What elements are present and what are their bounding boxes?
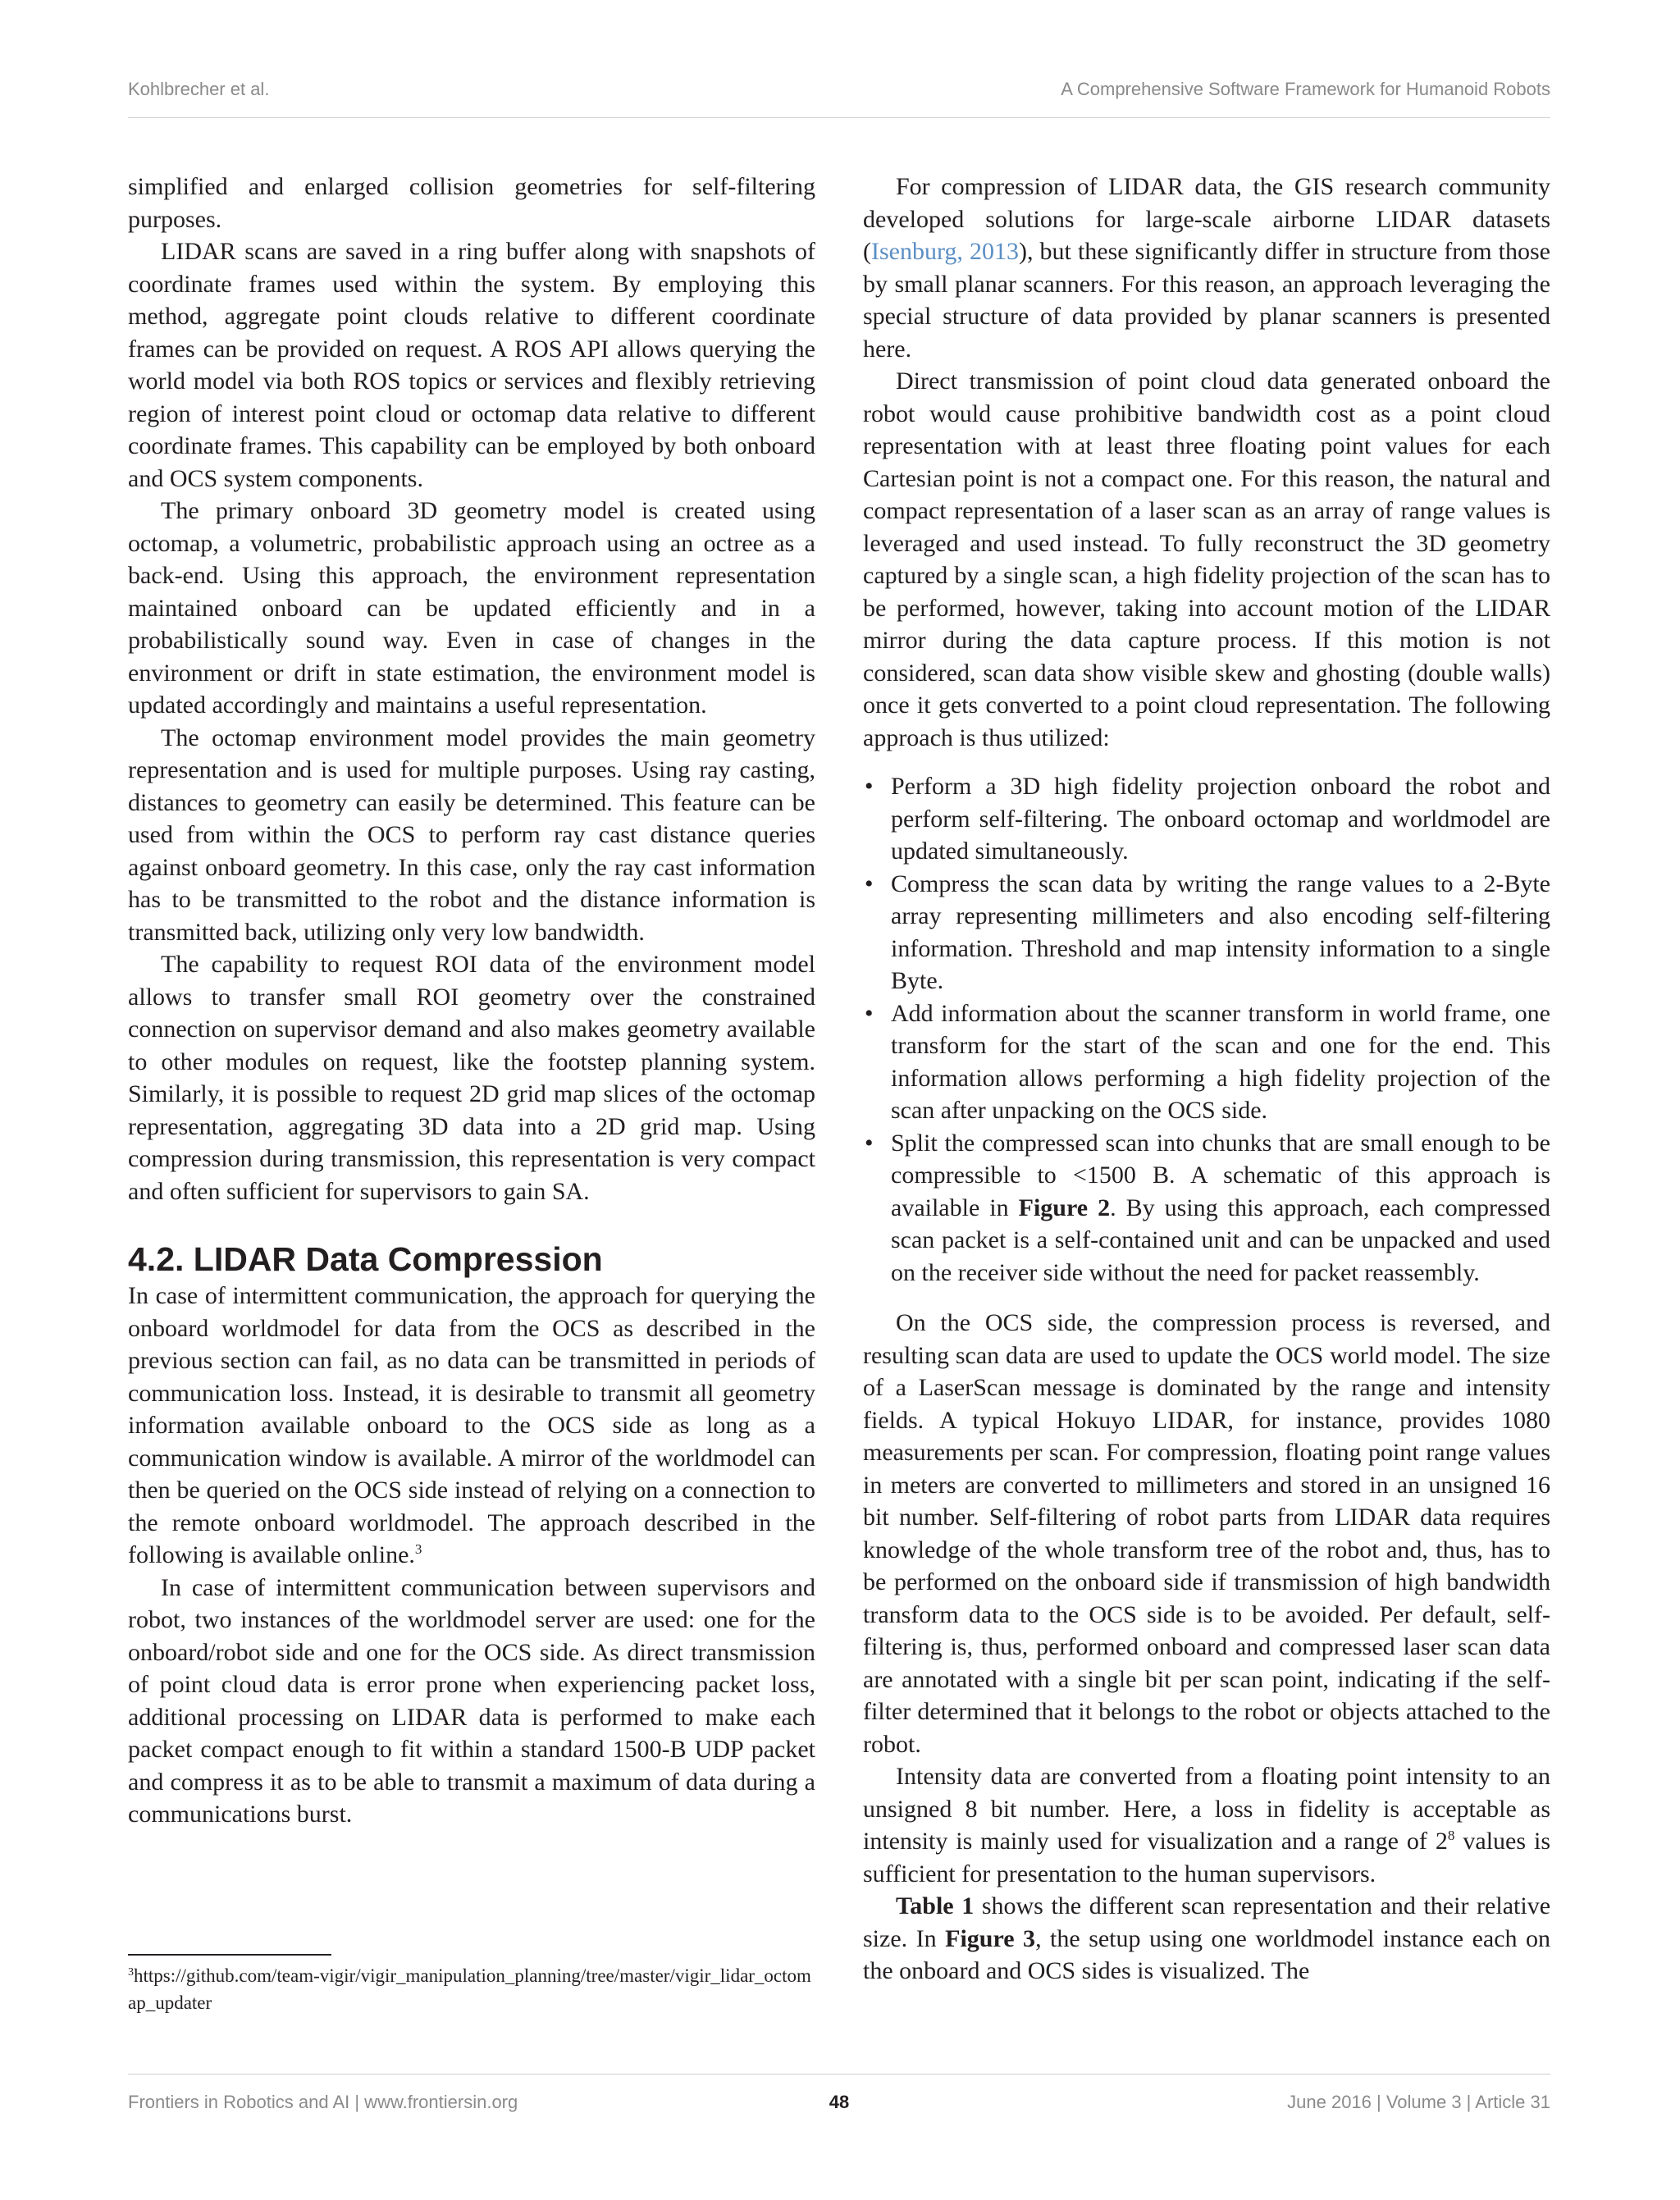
list-item <box>863 770 1550 868</box>
paragraph <box>863 1890 1550 1988</box>
bullet-icon: • <box>865 1129 874 1157</box>
paragraph: LIDAR scans are saved in a ring buffer along with snapshots of coordinate frames used within the system. By employing this method, aggregate point clouds relative to different coordinate frames can be provided on request. A ROS API allows querying the world model via both ROS topics or services and flexibly retrieving region of interest point cloud or octomap data relative to different coordinate frames. This capability can be employed by both onboard and OCS system components. <box>128 238 815 492</box>
page-number: 48 <box>829 2092 850 2112</box>
list-item-text: Add information about the scanner transform in world frame, one transform for the start of the scan and one for the end. This information allows performing a high fidelity projection of the scan after unpacking on the OCS side. <box>891 999 1550 1124</box>
paragraph-text: For compression of LIDAR data, the GIS research community developed solutions for large-scale airborne LIDAR datasets ( <box>863 173 1550 265</box>
right-column <box>863 171 1550 1988</box>
list-item <box>863 868 1550 997</box>
list-item-text: Split the compressed scan into chunks that are small enough to be compressible to <1500 B. A schematic of this approach is available in <box>891 1129 1550 1221</box>
bullet-icon: • <box>865 773 874 800</box>
list-item-text: Compress the scan data by writing the range values to a 2-Byte array representing millimeters and also encoding self-filtering information. Threshold and map intensity information to a single Byte. <box>891 870 1550 994</box>
list-item-text: . By using this approach, each compressed scan packet is a self-contained unit and can be unpacked and used on the receiver side without the need for packet reassembly. <box>891 1194 1550 1286</box>
exponent: 8 <box>1447 1828 1455 1843</box>
footnote-marker[interactable]: 3 <box>414 1541 422 1557</box>
paragraph-text: shows the different scan representation and their relative size. In <box>863 1892 1551 1952</box>
paragraph <box>863 1760 1550 1890</box>
paragraph-text: , the setup using one worldmodel instance each on the onboard and OCS sides is visualized. The <box>863 1924 1551 1984</box>
paragraph: The primary onboard 3D geometry model is created using octomap, a volumetric, probabilistic approach using an octree as a back-end. Using this approach, the environment representation maintained onboard can be updated efficiently and in a probabilistically sound way. Even in case of changes in the environment or drift in state estimation, the environment model is updated accordingly and maintains a useful representation. <box>128 497 815 719</box>
header-authors: Kohlbrecher et al. <box>128 79 270 99</box>
figure-reference[interactable]: Figure 2 <box>1018 1194 1111 1221</box>
paragraph-text: ), but these significantly differ in structure from those by small planar scanners. For this reason, an approach leveraging the special structure of data provided by planar scanners is presented here. <box>863 238 1550 363</box>
paragraph-text: Intensity data are converted from a floating point intensity to an unsigned 8 bit number. Here, a loss in fidelity is acceptable as intensity is mainly used for visualization and a range of 2 <box>863 1763 1550 1855</box>
paragraph: The capability to request ROI data of the environment model allows to transfer small ROI geometry over the constrained connection on supervisor demand and also makes geometry available to other modules on request, like the footstep planning system. Similarly, it is possible to request 2D grid map slices of the octomap representation, aggregating 3D data into a 2D grid map. Using compression during transmission, this representation is very compact and often sufficient for supervisors to gain SA. <box>128 951 815 1205</box>
header-divider <box>128 117 1550 118</box>
paragraph: On the OCS side, the compression process is reversed, and resulting scan data are used to update the OCS world model. The size of a LaserScan message is dominated by the range and intensity fields. A typical Hokuyo LIDAR, for instance, provides 1080 measurements per scan. For compression, floating point range values in meters are converted to millimeters and stored in an unsigned 16 bit number. Self-filtering of robot parts from LIDAR data requires knowledge of the whole transform tree of the robot and, thus, has to be performed on the onboard side if transmission of high bandwidth transform data to the OCS side is to be avoided. Per default, self-filtering is, thus, performed onboard and compressed laser scan data are annotated with a single bit per scan point, indicating if the self-filter determined that it belongs to the robot or objects attached to the robot. <box>863 1309 1550 1758</box>
footnote-divider <box>128 1954 331 1956</box>
footnote-url[interactable]: https://github.com/team-vigir/vigir_manipulation_planning/tree/master/vigir_lidar_octomap_updater <box>128 1965 811 2013</box>
list-item <box>863 1127 1550 1289</box>
header-article-title: A Comprehensive Software Framework for Humanoid Robots <box>1061 79 1550 99</box>
footer-issue: June 2016 | Volume 3 | Article 31 <box>1287 2092 1550 2112</box>
left-column <box>128 171 815 1831</box>
paragraph-text: In case of intermittent communication, the approach for querying the onboard worldmodel for data from the OCS as described in the previous section can fail, as no data can be transmitted in periods of communication loss. Instead, it is desirable to transmit all geometry information available onboard to the OCS side as long as a communication window is available. A mirror of the worldmodel can then be queried on the OCS side instead of relying on a connection to the remote onboard worldmodel. The approach described in the following is available online. <box>128 1282 815 1568</box>
footnote <box>128 1959 815 2016</box>
paragraph: The octomap environment model provides the main geometry representation and is used for multiple purposes. Using ray casting, distances to geometry can easily be determined. This feature can be used from within the OCS to perform ray cast distance queries against onboard geometry. In this case, only the ray cast information has to be transmitted to the robot and the distance information is transmitted back, utilizing only very low bandwidth. <box>128 723 815 946</box>
footnote-number: 3 <box>128 1966 134 1979</box>
paragraph: In case of intermittent communication between supervisors and robot, two instances of the worldmodel server are used: one for the onboard/robot side and one for the OCS side. As direct transmission of point cloud data is error prone when experiencing packet loss, additional processing on LIDAR data is performed to make each packet compact enough to fit within a standard 1500-B UDP packet and compress it as to be able to transmit a maximum of data during a communications burst. <box>128 1573 815 1828</box>
footer-journal: Frontiers in Robotics and AI | www.frontiersin.org <box>128 2092 518 2112</box>
citation-link[interactable]: Isenburg, 2013 <box>871 238 1019 265</box>
paragraph-text: values is sufficient for presentation to the human supervisors. <box>863 1828 1551 1887</box>
paragraph <box>863 171 1550 365</box>
bullet-list <box>863 770 1550 1289</box>
table-reference[interactable]: Table 1 <box>896 1892 975 1919</box>
paragraph <box>128 1280 815 1572</box>
list-item <box>863 997 1550 1127</box>
section-heading: 4.2. LIDAR Data Compression <box>128 1240 603 1278</box>
paragraph: simplified and enlarged collision geometries for self-filtering purposes. <box>128 173 815 233</box>
bullet-icon: • <box>865 870 874 897</box>
paragraph: Direct transmission of point cloud data generated onboard the robot would cause prohibitive bandwidth cost as a point cloud representation with at least three floating point values for each Cartesian point is not a compact one. For this reason, the natural and compact representation of a laser scan as an array of range values is leveraged and used instead. To fully reconstruct the 3D geometry captured by a single scan, a high fidelity projection of the scan has to be performed, however, taking into account motion of the LIDAR mirror during the data capture process. If this motion is not considered, scan data show visible skew and ghosting (double walls) once it gets converted to a point cloud representation. The following approach is thus utilized: <box>863 367 1550 751</box>
bullet-icon: • <box>865 999 874 1027</box>
figure-reference[interactable]: Figure 3 <box>945 1924 1036 1952</box>
list-item-text: Perform a 3D high fidelity projection onboard the robot and perform self-filtering. The onboard octomap and worldmodel are updated simultaneously. <box>891 773 1550 865</box>
